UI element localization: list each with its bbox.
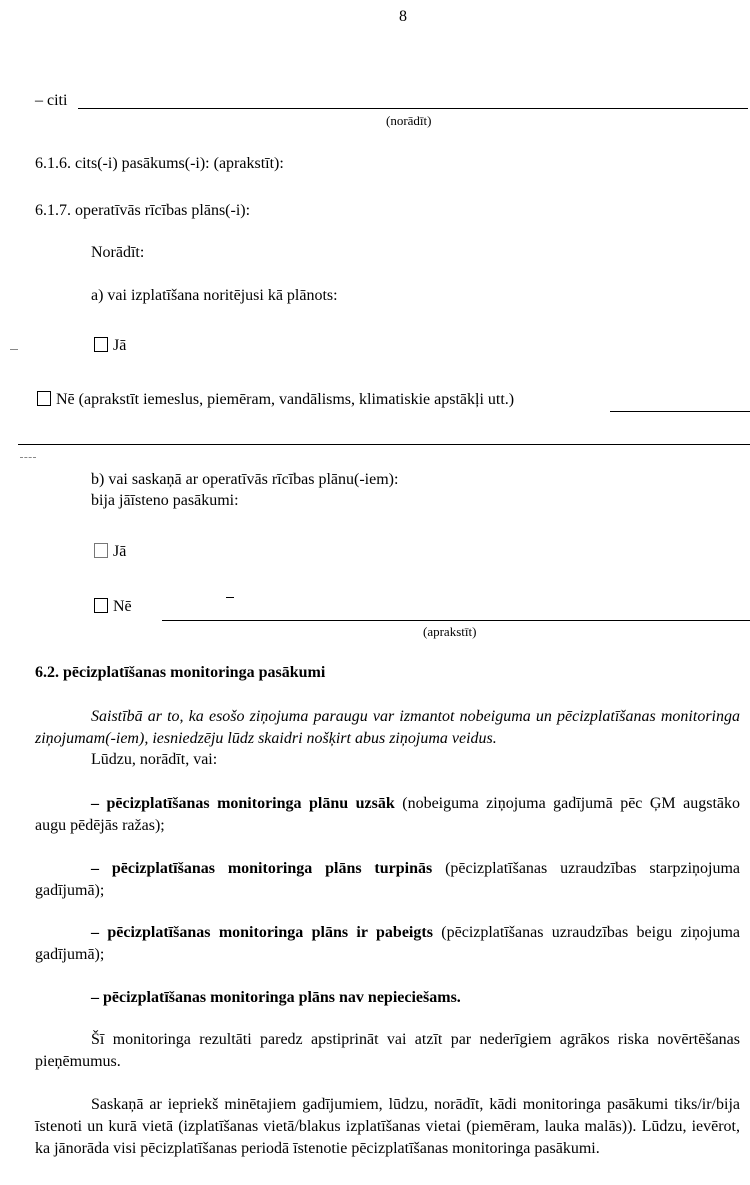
final-paragraph: Saskaņā ar iepriekš minētajiem gadījumiem, lūdzu, norādīt, kādi monitoringa pasākumi tiks/ir/bija īstenoti un kurā vietā (izplatīšanas vietā/blakus izplatīšanas vietai (piemēram, lauka malās)). Lūdzu, ievērot, ka jānorāda visi pēcizplatīšanas periodā īstenotie pēcizplatīšanas monitoringa pasākumi. [35, 1096, 740, 1157]
b-yes-option[interactable] [94, 541, 126, 563]
a-yes-checkbox[interactable] [94, 337, 108, 352]
page-number: 8 [399, 8, 407, 25]
citi-caption: (norādīt) [386, 113, 432, 128]
a-no-input-line[interactable] [610, 411, 750, 412]
question-a: a) vai izplatīšana noritējusi kā plānots: [91, 287, 338, 304]
results-paragraph: Šī monitoringa rezultāti paredz apstiprināt vai atzīt par nederīgiem agrākos riska novērtēšanas pieņēmumus. [35, 1031, 740, 1070]
citi-input-line[interactable] [78, 108, 748, 109]
option-1-rest: (nobeiguma ziņojuma gadījumā pēc ĢM augstāko augu pēdējās ražas); [35, 795, 741, 834]
option-2-bold: – pēcizplatīšanas monitoringa plāns turpinās [91, 860, 433, 877]
option-1-bold: – pēcizplatīšanas monitoringa plānu uzsāk [91, 795, 395, 812]
margin-mark [10, 349, 18, 350]
noradit-label: Norādīt: [91, 244, 145, 261]
question-b-line1: b) vai saskaņā ar operatīvās rīcības plānu(-iem): [91, 471, 399, 488]
b-no-label: Nē [113, 598, 132, 615]
b-yes-label: Jā [113, 543, 127, 560]
option-2 [35, 858, 740, 902]
option-3-rest: (pēcizplatīšanas uzraudzības beigu ziņojuma gadījumā); [35, 924, 740, 963]
item-6-1-7: 6.1.7. operatīvās rīcības plāns(-i): [35, 202, 251, 219]
option-3-bold: – pēcizplatīšanas monitoringa plāns ir pabeigts [91, 924, 433, 941]
a-yes-label: Jā [113, 337, 127, 354]
a-no-option[interactable] [37, 389, 514, 411]
intro-paragraph: Saistībā ar to, ka esošo ziņojuma paraugu var izmantot nobeiguma un pēcizplatīšanas monitoringa ziņojumam(-iem), iesniedzēju lūdz skaidri nošķirt abus ziņojuma veidus. [35, 708, 740, 747]
option-2-rest: (pēcizplatīšanas uzraudzības starpziņojuma gadījumā); [35, 860, 741, 899]
item-6-1-6: 6.1.6. cits(-i) pasākums(-i): (aprakstīt): [35, 155, 284, 172]
b-yes-checkbox[interactable] [94, 543, 108, 558]
b-caption: (aprakstīt) [423, 624, 477, 639]
option-4: – pēcizplatīšanas monitoringa plāns nav nepieciešams. [91, 989, 461, 1006]
b-no-option[interactable] [94, 596, 132, 618]
b-no-checkbox[interactable] [94, 598, 108, 613]
a-no-label: Nē (aprakstīt iemeslus, piemēram, vandālisms, klimatiskie apstākļi utt.) [56, 391, 515, 408]
ludzu-label: Lūdzu, norādīt, vai: [91, 751, 218, 768]
margin-dash [20, 457, 36, 458]
option-3 [35, 922, 740, 966]
a-yes-option[interactable] [94, 335, 126, 357]
citi-label: – citi [35, 92, 68, 109]
option-1 [35, 793, 740, 837]
a-no-checkbox[interactable] [37, 391, 51, 406]
a-no-input-line-2[interactable] [18, 444, 750, 445]
question-b-line2: bija jāīsteno pasākumi: [91, 492, 239, 509]
section-6-2-heading: 6.2. pēcizplatīšanas monitoringa pasākumi [35, 664, 326, 681]
stray-dash [226, 597, 234, 598]
